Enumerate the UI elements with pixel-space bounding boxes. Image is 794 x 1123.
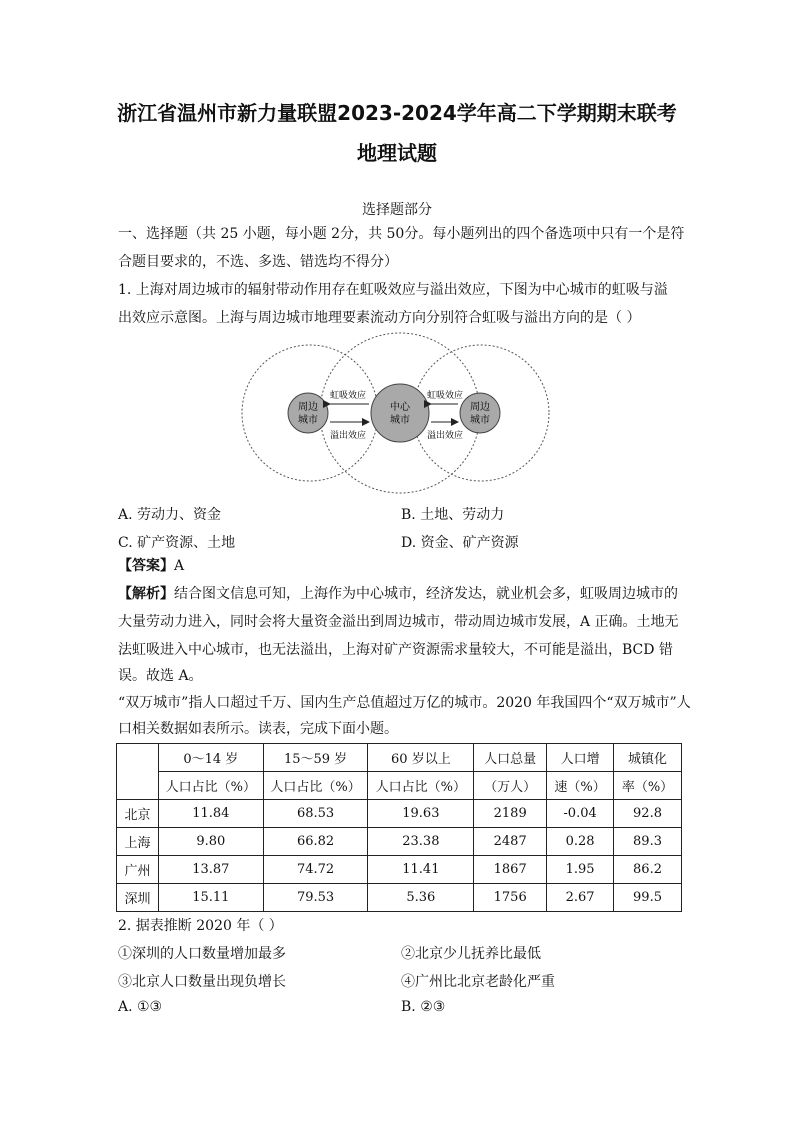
table-cell: 1867 [474,856,547,884]
q1-analysis-line1 [118,584,678,604]
q2-statement-4: ④广州比北京老龄化严重 [401,974,555,990]
table-cell: 2189 [474,800,547,828]
table-row [117,828,682,856]
table-cell: 5.36 [368,884,474,912]
right-city-label-2: 城市 [470,415,490,426]
table-header-cell: 人口占比（%） [263,772,368,800]
table-cell: 11.84 [158,800,263,828]
table-cell: 1756 [474,884,547,912]
table-header-cell: 率（%） [614,772,682,800]
q2-statement-2: ②北京少儿抚养比最低 [401,946,541,962]
q1-analysis-line3: 法虹吸进入中心城市，也无法溢出，上海对矿产资源需求量较大，不可能是溢出，BCD 错 [118,642,673,658]
q1-analysis-line4: 误。故选 A。 [118,668,203,684]
table-header-cell: 速（%） [547,772,614,800]
table-cell: 89.3 [614,828,682,856]
part-label: 选择题部分 [362,202,432,218]
answer-value: A [174,558,185,574]
table-header-row-1 [117,744,682,772]
left-city-label-2: 城市 [298,415,318,426]
table-cell: 北京 [117,800,159,828]
table-cell: 上海 [117,828,159,856]
left-city-label-1: 周边 [298,402,318,413]
left-siphon-label: 虹吸效应 [329,391,367,401]
table-header-cell: 15～59 岁 [263,744,368,772]
q1-option-c: C. 矿产资源、土地 [118,535,236,551]
table-row [117,856,682,884]
center-city [371,384,429,442]
table-cell: 86.2 [614,856,682,884]
table-cell: 99.5 [614,884,682,912]
table-header-cell: （万人） [474,772,547,800]
q2-stem: 2. 据表推断 2020 年（ ） [118,918,283,934]
left-peripheral-city [288,393,328,433]
table-cell: 23.38 [368,828,474,856]
answer-label: 【答案】 [118,558,174,574]
q1-option-a: A. 劳动力、资金 [118,507,222,523]
q1-stem-line1: 1. 上海对周边城市的辐射带动作用存在虹吸效应与溢出效应，下图为中心城市的虹吸与溢 [118,282,668,298]
table-cell: 1.95 [547,856,614,884]
q2-statement-1: ①深圳的人口数量增加最多 [118,946,286,962]
table-header-cell: 人口增 [547,744,614,772]
table-cell: 15.11 [158,884,263,912]
population-table [116,743,682,912]
left-spill-label: 溢出效应 [329,431,367,441]
q1-stem-line2: 出效应示意图。上海与周边城市地理要素流动方向分别符合虹吸与溢出方向的是（ ） [118,310,641,326]
q2-statement-3: ③北京人口数量出现负增长 [118,974,286,990]
table-cell: 广州 [117,856,159,884]
table-cell: 0.28 [547,828,614,856]
table-header-cell: 0～14 岁 [158,744,263,772]
center-city-label-1: 中心 [390,402,410,413]
center-city-label-2: 城市 [390,415,410,426]
table-cell: 2.67 [547,884,614,912]
document-title-line1: 浙江省温州市新力量联盟2023-2024学年高二下学期期末联考 [117,101,677,125]
instructions-line1: 一、选择题（共 25 小题，每小题 2分，共 50分。每小题列出的四个备选项中只有一个是符 [118,226,685,242]
q2-option-a: A. ①③ [118,999,163,1015]
table-cell: 19.63 [368,800,474,828]
table-header-corner [117,744,159,800]
right-siphon-label: 虹吸效应 [426,391,464,401]
q1-answer [118,556,678,576]
table-cell: 79.53 [263,884,368,912]
table-cell: 11.41 [368,856,474,884]
table-header-row-2 [117,772,682,800]
instructions-line2: 合题目要求的，不选、多选、错选均不得分） [118,254,398,270]
analysis-label: 【解析】 [118,586,174,602]
intro-line2: 口相关数据如表所示。读表，完成下面小题。 [118,721,398,737]
table-header-cell: 人口总量 [474,744,547,772]
table-cell: 74.72 [263,856,368,884]
q1-option-d: D. 资金、矿产资源 [401,535,519,551]
q2-option-b: B. ②③ [401,999,446,1015]
table-header-cell: 城镇化 [614,744,682,772]
siphon-spillover-diagram [240,332,556,498]
table-row [117,800,682,828]
right-peripheral-city [460,393,500,433]
analysis-text-1: 结合图文信息可知，上海作为中心城市，经济发达，就业机会多，虹吸周边城市的 [174,586,678,602]
q1-analysis-line2: 大量劳动力进入，同时会将大量资金溢出到周边城市，带动周边城市发展，A 正确。土地无 [118,614,679,630]
document-title-line2: 地理试题 [357,141,437,165]
right-spill-label: 溢出效应 [426,431,464,441]
q1-option-b: B. 土地、劳动力 [401,507,505,523]
table-cell: 深圳 [117,884,159,912]
table-cell: 66.82 [263,828,368,856]
table-header-cell: 60 岁以上 [368,744,474,772]
table-cell: 13.87 [158,856,263,884]
table-row [117,884,682,912]
table-header-cell: 人口占比（%） [368,772,474,800]
table-cell: 9.80 [158,828,263,856]
table-cell: 92.8 [614,800,682,828]
table-cell: 68.53 [263,800,368,828]
table-cell: -0.04 [547,800,614,828]
table-cell: 2487 [474,828,547,856]
intro-line1: “双万城市”指人口超过千万、国内生产总值超过万亿的城市。2020 年我国四个“双万城市”人 [118,695,691,711]
right-city-label-1: 周边 [470,402,490,413]
table-header-cell: 人口占比（%） [158,772,263,800]
